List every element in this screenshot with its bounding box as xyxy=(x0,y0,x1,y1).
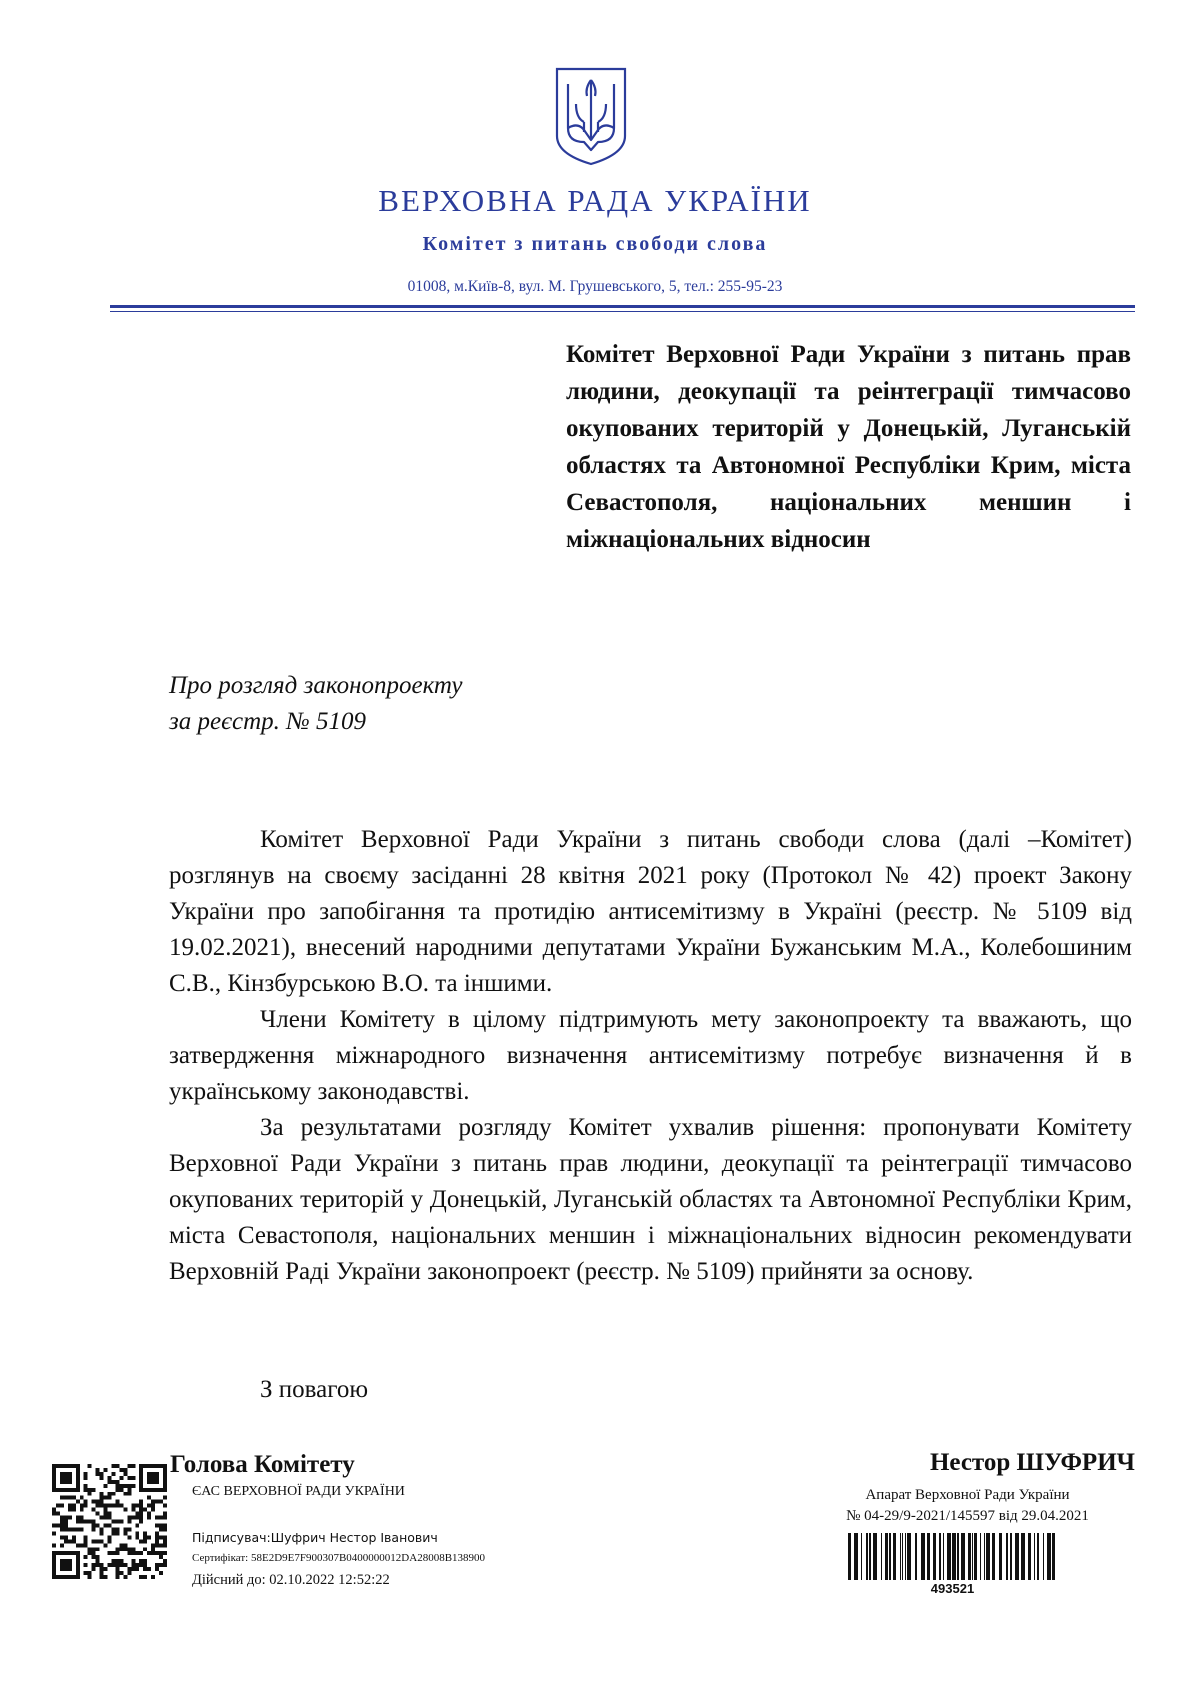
committee-name: Комітет з питань свободи слова xyxy=(422,233,768,255)
org-title: ВЕРХОВНА РАДА УКРАЇНИ xyxy=(378,183,812,218)
trident-emblem-icon xyxy=(554,66,628,166)
header-rule-thin xyxy=(110,311,1135,312)
body-paragraph-2: Члени Комітету в цілому підтримують мету законопроекту та вважають, що затвердження міжнародного визначення антисемітизму потребує визначення й в українському законодавстві. xyxy=(169,1006,1132,1105)
regards: З повагою xyxy=(260,1376,369,1403)
signer-position: Голова Комітету xyxy=(170,1451,355,1478)
signed-by: Підписувач:Шуфрич Нестор Іванович xyxy=(192,1530,438,1545)
signature-system: ЄАС ВЕРХОВНОЇ РАДИ УКРАЇНИ xyxy=(192,1484,405,1499)
letter-body xyxy=(169,822,1132,1290)
addressee-block: Комітет Верховної Ради України з питань прав людини, деокупації та реінтеграції тимчасово окупованих територій у Донецькій, Луганській областях та Автономної Республіки Крим, міста Севастополя, національних меншин і міжнаціональних відносин xyxy=(566,341,1131,553)
subject-line-1: Про розгляд законопроекту xyxy=(169,672,463,699)
body-paragraph-3: За результатами розгляду Комітет ухвалив рішення: пропонувати Комітету Верховної Ради України з питань прав людини, деокупації та реінтеграції тимчасово окупованих територій у Донецькій, Луганській областях та Автономної Республіки Крим, міста Севастополя, національних меншин і міжнаціональних відносин рекомендувати Верховній Раді України законопроект (реєстр. № 5109) прийняти за основу. xyxy=(169,1114,1132,1285)
certificate-id: Сертифікат: 58E2D9E7F900307B0400000012DA28008B138900 xyxy=(192,1552,486,1564)
registration-number: № 04-29/9-2021/145597 від 29.04.2021 xyxy=(846,1508,1089,1524)
header-rule-thick xyxy=(110,305,1135,308)
qr-code-icon xyxy=(52,1464,167,1579)
subject-block xyxy=(169,668,462,740)
valid-until: Дійсний до: 02.10.2022 12:52:22 xyxy=(192,1572,390,1588)
subject-line-2: за реєстр. № 5109 xyxy=(169,708,366,735)
apparat-label: Апарат Верховної Ради України xyxy=(865,1487,1070,1503)
barcode-icon xyxy=(846,1533,1059,1580)
signer-name: Нестор ШУФРИЧ xyxy=(929,1449,1135,1476)
body-paragraph-1: Комітет Верховної Ради України з питань свободи слова (далі –Комітет) розглянув на своєму засіданні 28 квітня 2021 року (Протокол № 42) проект Закону України про запобігання та протидію антисемітизму в Україні (реєстр. № 5109 від 19.02.2021), внесений народними депутатами України Бужанським М.А., Колебошиним С.В., Кінзбурською В.О. та іншими. xyxy=(169,826,1132,997)
address-line: 01008, м.Київ-8, вул. М. Грушевського, 5, тел.: 255-95-23 xyxy=(407,278,783,295)
barcode-number: 493521 xyxy=(930,1581,975,1596)
